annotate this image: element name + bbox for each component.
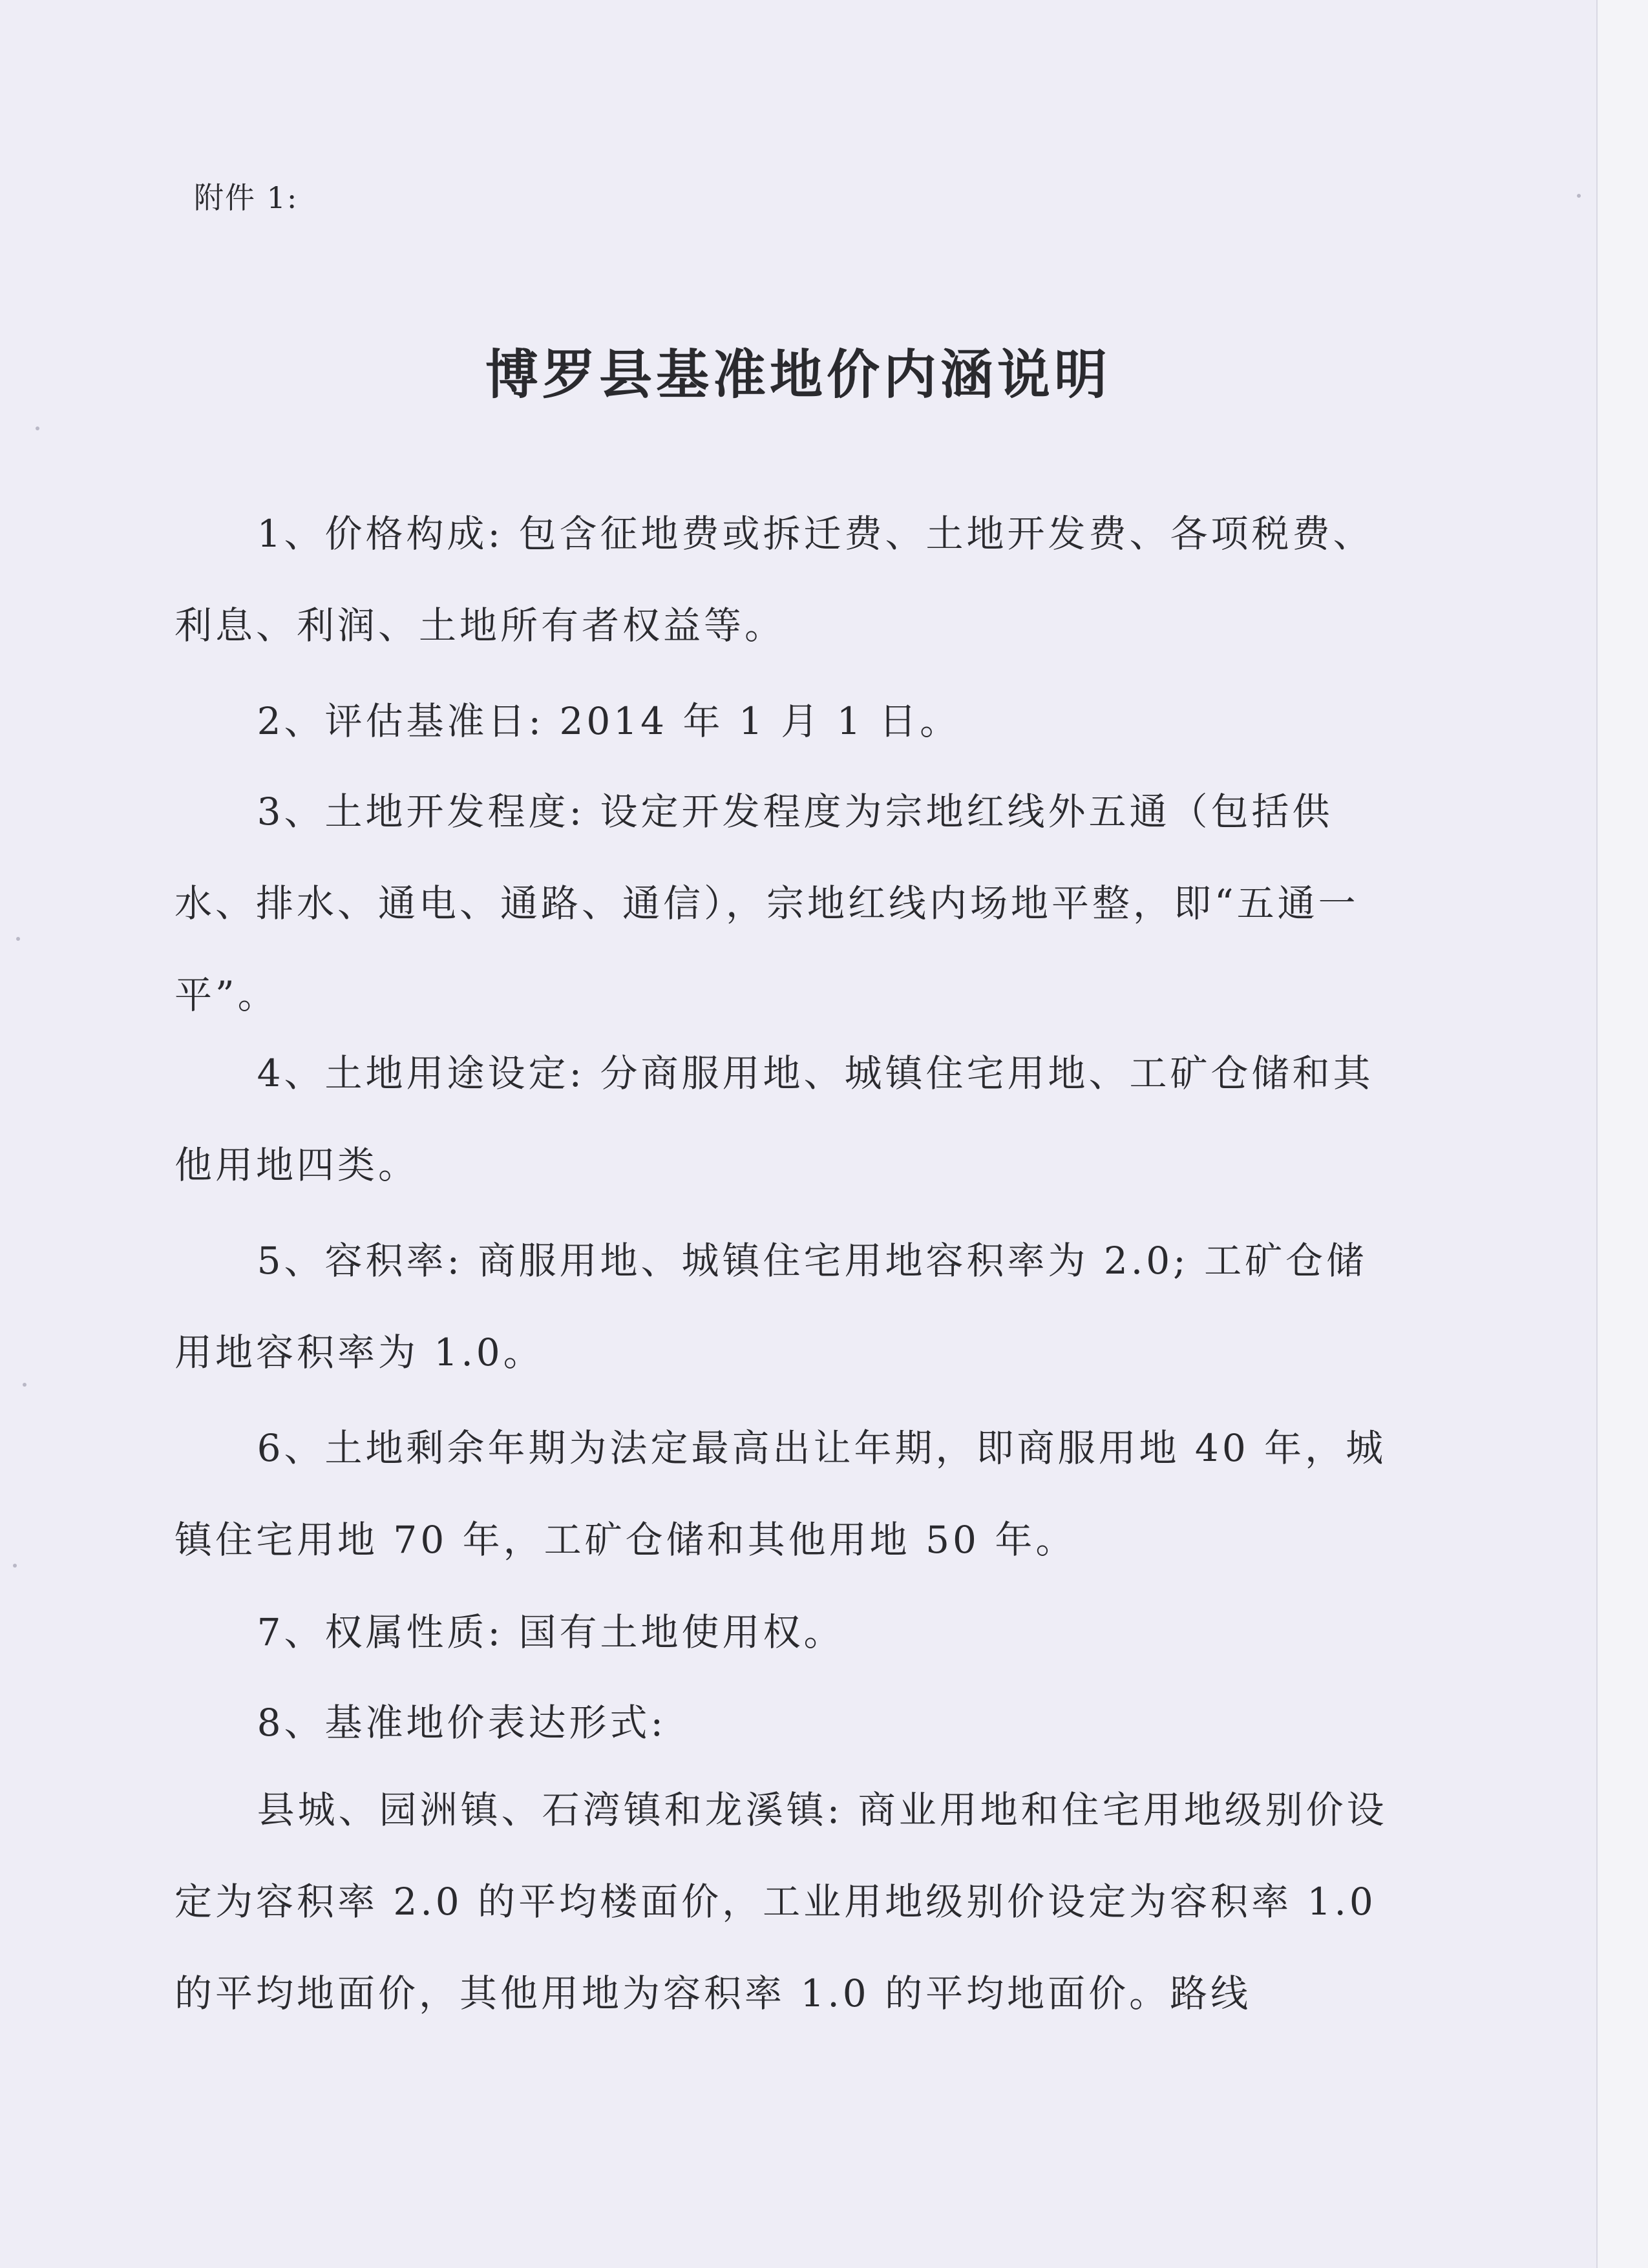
paragraph-land-use: 4、土地用途设定: 分商服用地、城镇住宅用地、工矿仓储和其他用地四类。	[174, 1051, 1374, 1187]
attachment-label: 附件 1:	[194, 180, 299, 215]
paragraph-price-composition: 1、价格构成: 包含征地费或拆迁费、土地开发费、各项税费、利息、利润、土地所有者权益等。	[174, 512, 1374, 647]
paragraph-plot-ratio: 5、容积率: 商服用地、城镇住宅用地容积率为 2.0; 工矿仓储用地容积率为 1.0。	[174, 1239, 1368, 1374]
paragraph-valuation-date: 2、评估基准日: 2014 年 1 月 1 日。	[257, 699, 961, 743]
scan-edge	[1596, 0, 1648, 2268]
paragraph-ownership: 7、权属性质: 国有土地使用权。	[257, 1610, 845, 1654]
scan-speck	[23, 1383, 26, 1387]
scan-speck	[36, 426, 39, 430]
document-title: 博罗县基准地价内涵说明	[485, 344, 1111, 406]
paragraph-development-level: 3、土地开发程度: 设定开发程度为宗地红线外五通（包括供水、排水、通电、通路、通信），宗地红线内场地平整，即“五通一平”。	[174, 790, 1359, 1017]
paragraph-county-towns: 县城、园洲镇、石湾镇和龙溪镇: 商业用地和住宅用地级别价设定为容积率 2.0 的平均楼面价，工业用地级别价设定为容积率 1.0 的平均地面价，其他用地为容积率 1.0 的平均地面价。路线	[174, 1788, 1388, 2015]
scan-speck	[13, 1564, 17, 1568]
paragraph-remaining-term: 6、土地剩余年期为法定最高出让年期，即商服用地 40 年，城镇住宅用地 70 年，工矿仓储和其他用地 50 年。	[174, 1426, 1387, 1562]
scan-speck	[16, 937, 20, 941]
scan-speck	[1577, 194, 1581, 198]
paragraph-expression-form: 8、基准地价表达形式:	[257, 1701, 667, 1745]
